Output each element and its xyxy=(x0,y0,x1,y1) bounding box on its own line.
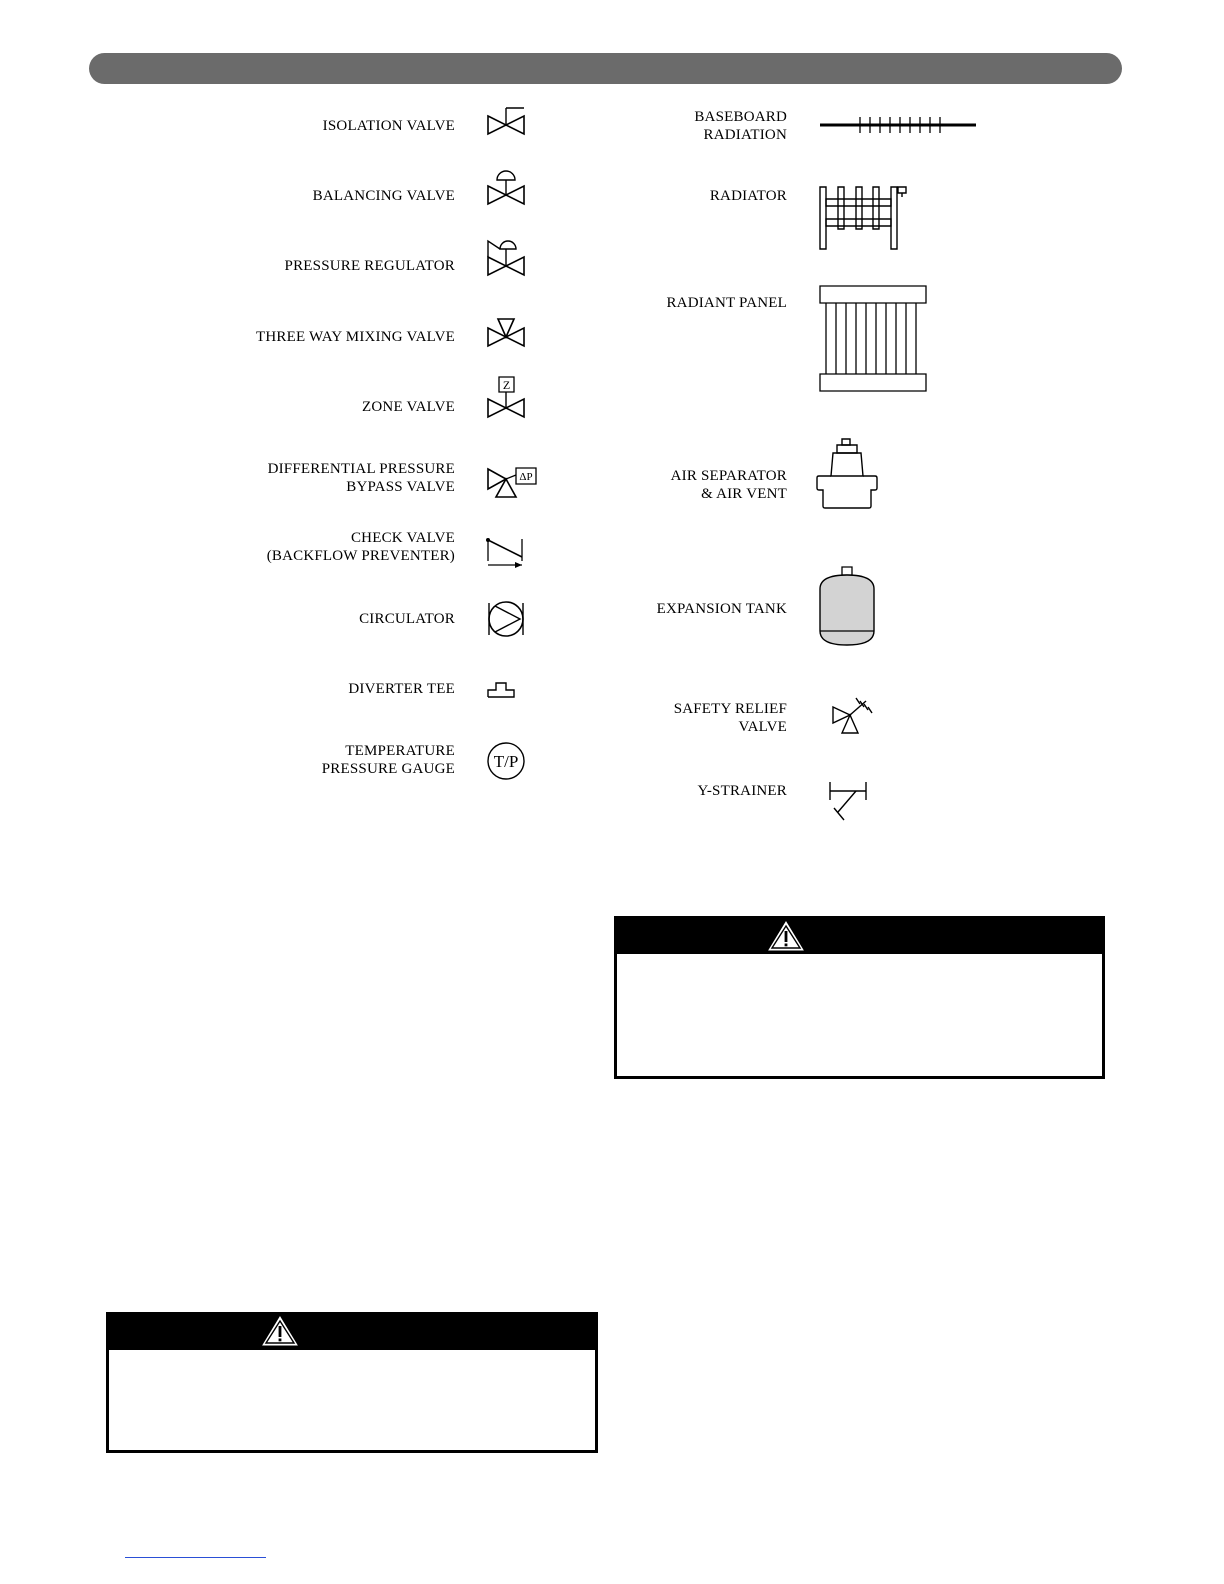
air-separator-icon xyxy=(815,436,879,512)
zone-valve-glyph: Z xyxy=(502,378,511,392)
temperature-pressure-glyph: T/P xyxy=(493,752,519,771)
radiator-icon xyxy=(816,183,912,253)
warning-header-left xyxy=(109,1315,595,1350)
label-pressure-regulator: PRESSURE REGULATOR xyxy=(284,258,455,274)
check-valve-icon xyxy=(484,535,528,569)
label-y-strainer: Y-STRAINER xyxy=(697,783,787,799)
label-baseboard-radiation: BASEBOARD RADIATION xyxy=(694,109,787,143)
radiant-panel-icon xyxy=(818,284,930,394)
warning-box-right xyxy=(614,916,1105,1079)
expansion-tank-icon xyxy=(816,563,880,649)
label-temperature-pressure-gauge: TEMPERATURE PRESSURE GAUGE xyxy=(321,743,455,777)
label-air-separator: AIR SEPARATOR & AIR VENT xyxy=(670,468,787,502)
label-circulator: CIRCULATOR xyxy=(359,611,455,627)
pressure-regulator-icon xyxy=(486,237,528,279)
warning-header-right xyxy=(617,919,1102,954)
label-diverter-tee: DIVERTER TEE xyxy=(348,681,455,697)
footer-link-underline[interactable] xyxy=(125,1557,266,1558)
diverter-tee-icon xyxy=(486,680,520,702)
label-isolation-valve: ISOLATION VALVE xyxy=(322,118,455,134)
section-header-bar xyxy=(89,53,1122,84)
label-radiator: RADIATOR xyxy=(709,188,787,204)
circulator-icon xyxy=(486,599,528,641)
label-radiant-panel: RADIANT PANEL xyxy=(666,295,787,311)
label-check-valve: CHECK VALVE (BACKFLOW PREVENTER) xyxy=(266,530,455,564)
differential-pressure-bypass-valve-icon xyxy=(486,465,540,501)
zone-valve-icon xyxy=(486,375,528,421)
label-zone-valve: ZONE VALVE xyxy=(362,399,455,415)
label-three-way-mixing-valve: THREE WAY MIXING VALVE xyxy=(256,329,455,345)
warning-triangle-icon xyxy=(767,920,805,952)
balancing-valve-icon xyxy=(486,168,528,208)
safety-relief-valve-icon xyxy=(830,695,878,739)
baseboard-radiation-icon xyxy=(818,114,980,136)
warning-box-left xyxy=(106,1312,598,1453)
differential-pressure-glyph: ΔP xyxy=(519,471,533,483)
label-differential-pressure-bypass-valve: DIFFERENTIAL PRESSURE BYPASS VALVE xyxy=(267,461,455,495)
label-balancing-valve: BALANCING VALVE xyxy=(312,188,455,204)
warning-triangle-icon xyxy=(261,1315,299,1347)
label-expansion-tank: EXPANSION TANK xyxy=(656,601,787,617)
y-strainer-icon xyxy=(826,778,872,824)
three-way-mixing-valve-icon xyxy=(486,318,528,350)
label-safety-relief-valve: SAFETY RELIEF VALVE xyxy=(673,701,787,735)
temperature-pressure-gauge-icon xyxy=(486,741,528,781)
isolation-valve-icon xyxy=(486,106,528,138)
